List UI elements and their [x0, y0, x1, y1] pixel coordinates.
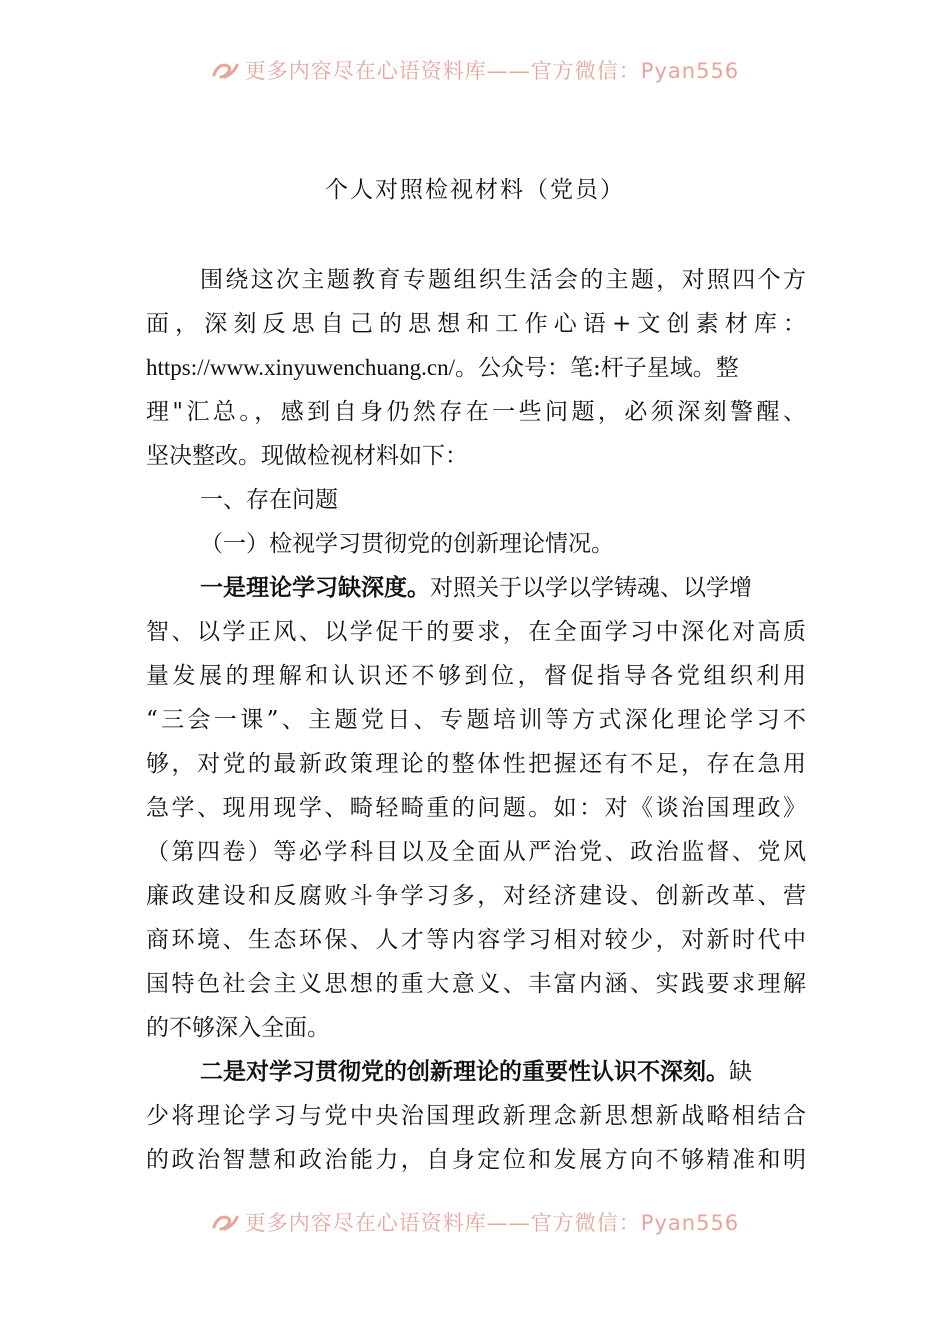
subsection-heading: （一）检视学习贯彻党的创新理论情况。 — [200, 531, 614, 557]
paragraph-line: 廉政建设和反腐败斗争学习多，对经济建设、创新改革、营 — [146, 883, 806, 909]
watermark-logo-icon — [211, 1213, 239, 1233]
document-body — [146, 258, 806, 1182]
watermark-text: 更多内容尽在心语资料库——官方微信：Pyan556 — [244, 59, 740, 83]
paragraph-line: 的不够深入全面。 — [146, 1015, 330, 1041]
document-title: 个人对照检视材料（党员） — [325, 177, 625, 203]
paragraph-line — [146, 346, 806, 390]
website-url: https://www.xinyuwenchuang.cn/ — [146, 355, 455, 380]
paragraph-line: 理"汇总。，感到自身仍然存在一些问题，必须深刻警醒、 — [146, 399, 806, 425]
watermark-text: 更多内容尽在心语资料库——官方微信：Pyan556 — [244, 1211, 740, 1235]
paragraph-line: 商环境、生态环保、人才等内容学习相对较少，对新时代中 — [146, 927, 806, 953]
paragraph-line: 够，对党的最新政策理论的整体性把握还有不足，存在急用 — [146, 751, 806, 777]
paragraph-line: 少将理论学习与党中央治国理政新理念新思想新战略相结合 — [146, 1103, 806, 1129]
point-heading: 二是对学习贯彻党的创新理论的重要性认识不深刻。 — [200, 1058, 729, 1085]
paragraph-line: （第四卷）等必学科目以及全面从严治党、政治监督、党风 — [146, 839, 806, 865]
section-heading: 一、存在问题 — [200, 487, 338, 513]
header-watermark — [0, 56, 950, 86]
paragraph-line: 量发展的理解和认识还不够到位，督促指导各党组织利用 — [146, 663, 806, 689]
point-heading: 一是理论学习缺深度。 — [200, 574, 430, 601]
paragraph-line — [146, 1050, 806, 1094]
paragraph-line: 国特色社会主义思想的重大意义、丰富内涵、实践要求理解 — [146, 971, 806, 997]
paragraph-line: 的政治智慧和政治能力，自身定位和发展方向不够精准和明 — [146, 1147, 806, 1173]
paragraph-line: 急学、现用现学、畸轻畸重的问题。如：对《谈治国理政》 — [146, 795, 806, 821]
footer-watermark — [0, 1208, 950, 1238]
watermark-logo-icon — [211, 61, 239, 81]
paragraph-line: 围绕这次主题教育专题组织生活会的主题，对照四个方 — [200, 267, 806, 293]
paragraph-line: 面，深刻反思自己的思想和工作心语+文创素材库： — [146, 311, 806, 337]
paragraph-line — [146, 566, 806, 610]
paragraph-line: 智、以学正风、以学促干的要求，在全面学习中深化对高质 — [146, 619, 806, 645]
paragraph-line: 坚决整改。现做检视材料如下： — [146, 443, 468, 469]
paragraph-line: “三会一课”、主题党日、专题培训等方式深化理论学习不 — [146, 707, 806, 733]
paragraph-text: 。公众号：笔:杆子星域。整 — [454, 355, 739, 381]
paragraph-text: 对照关于以学以学铸魂、以学增 — [430, 575, 752, 601]
paragraph-text: 缺 — [729, 1059, 752, 1085]
